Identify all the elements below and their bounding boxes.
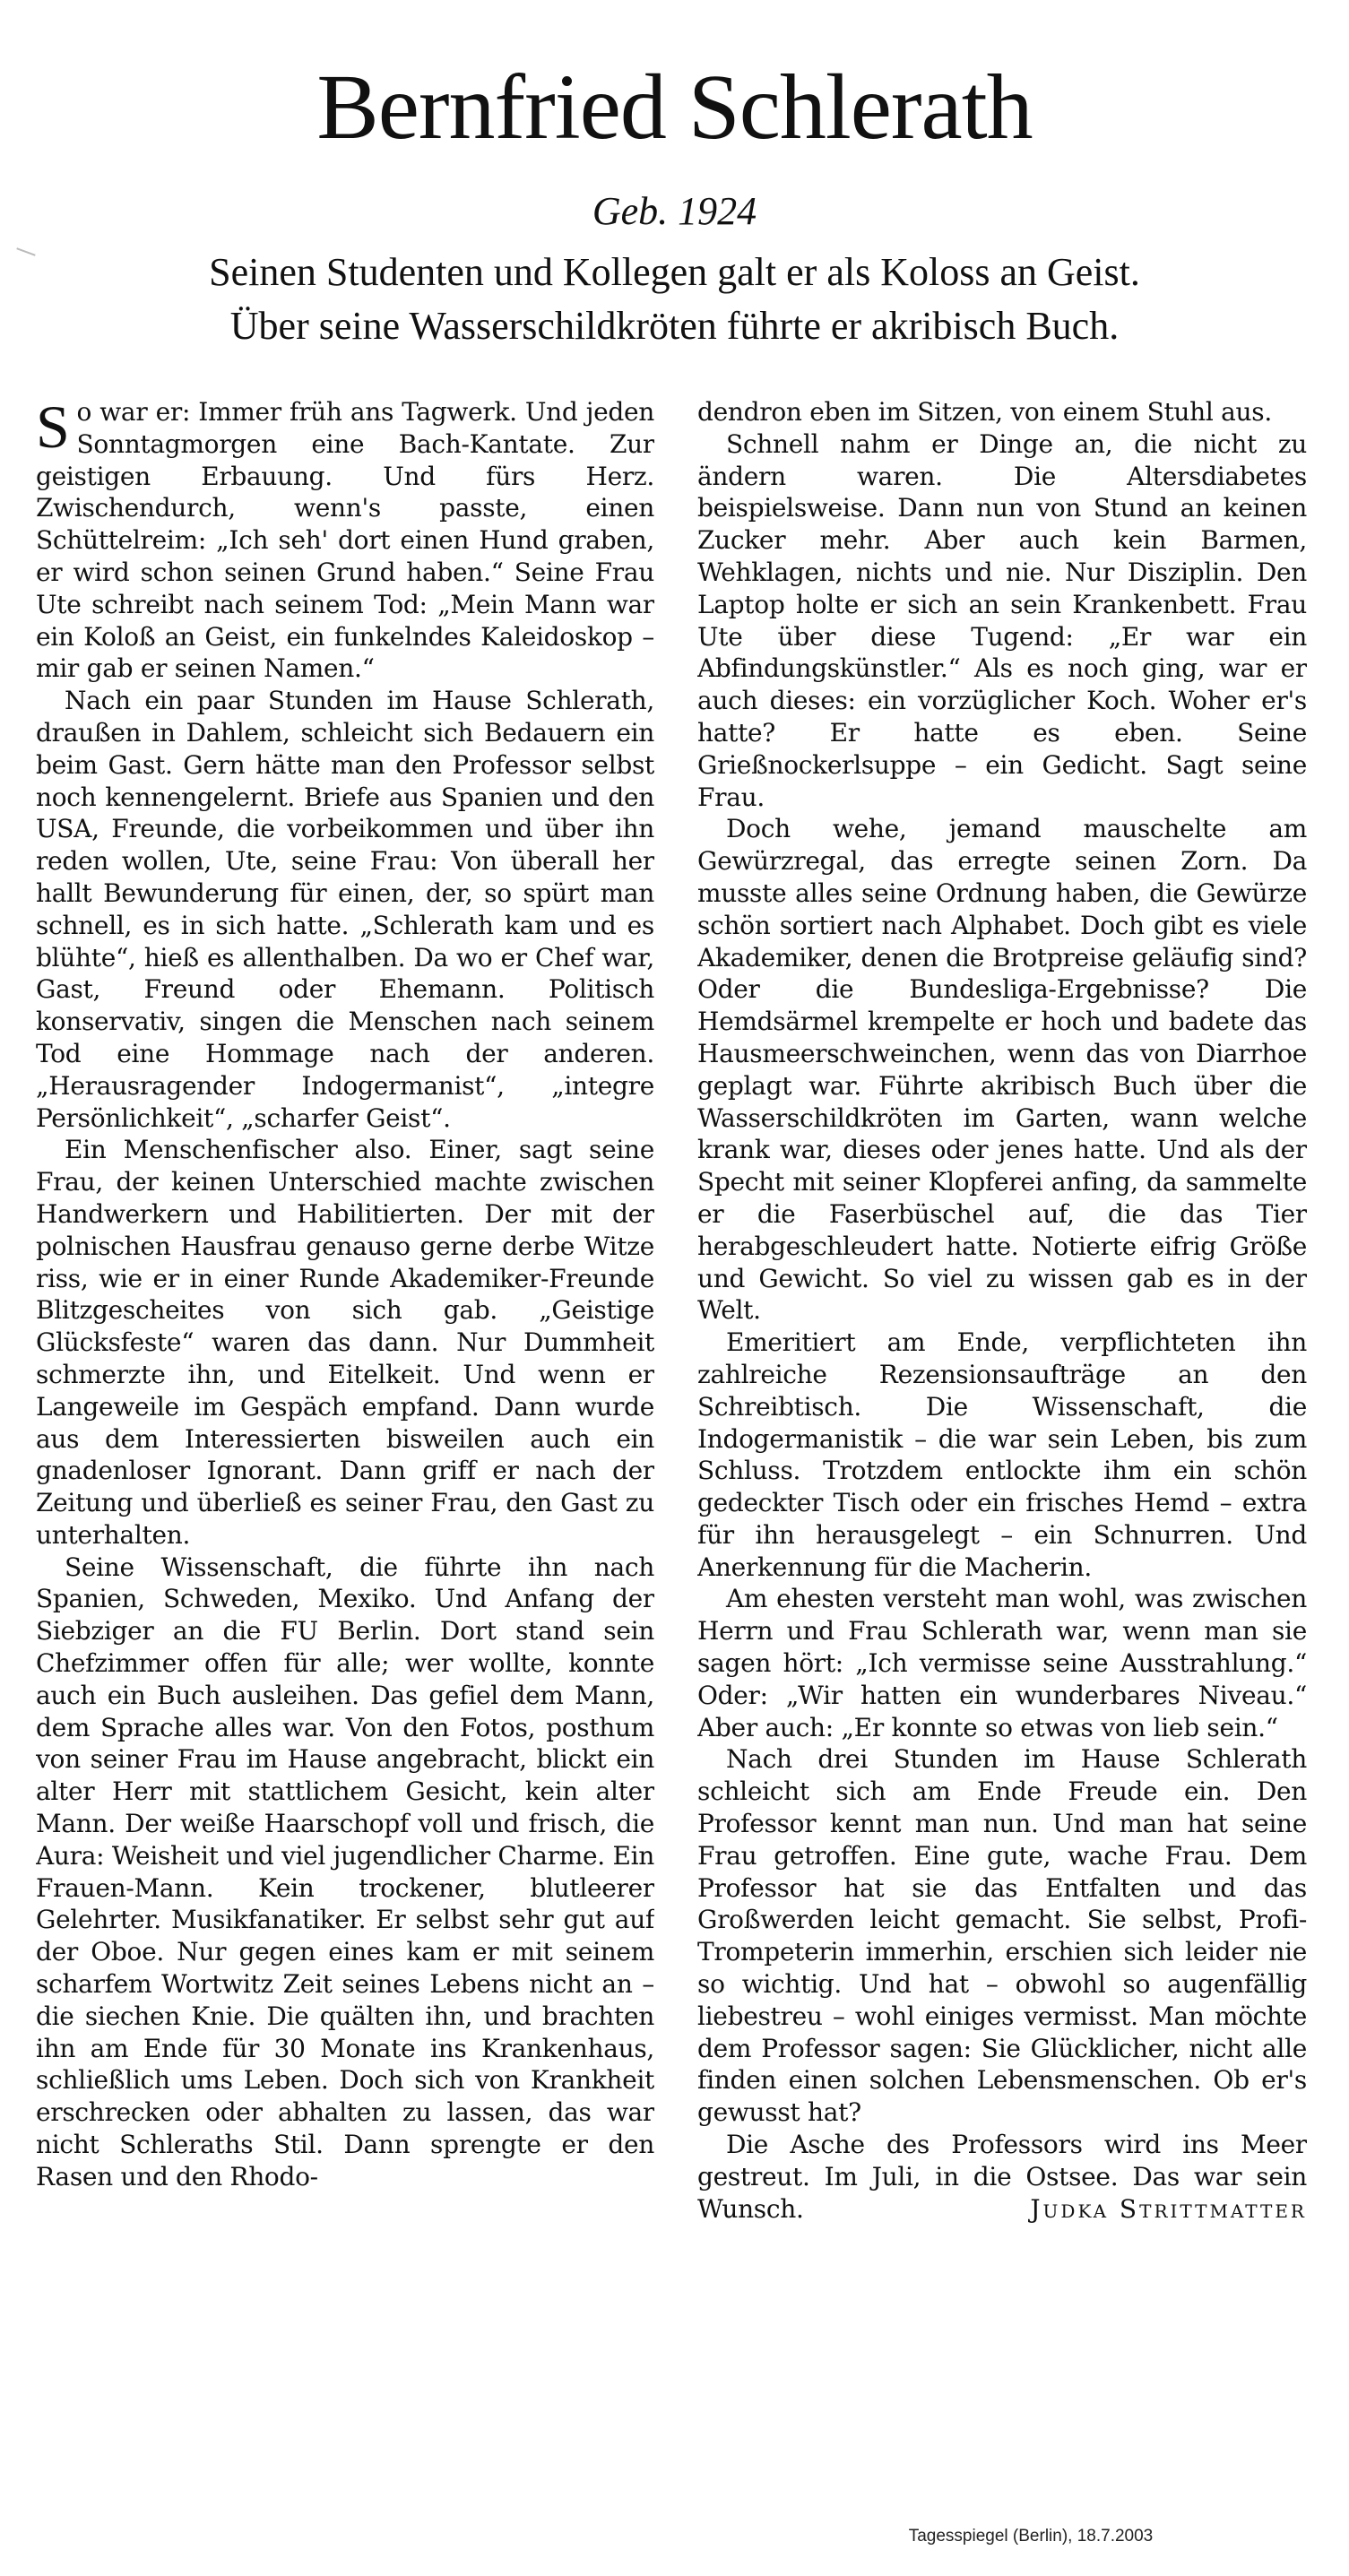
- paragraph: Am ehesten versteht man wohl, was zwischen Herrn und Frau Schlerath war, wenn man sie sagen hört: „Ich vermisse seine Ausstrahlung.“ Oder: „Wir hatten ein wunderbares Niveau.“ Aber auch: „Er konnte so etwas von lieb sein.“: [697, 1584, 1307, 1742]
- paragraph: Emeritiert am Ende, verpflichteten ihn zahlreiche Rezensionsaufträge an den Schreibtisch. Die Wissenschaft, die Indogermanistik – die war sein Leben, bis zum Schluss. Trotzdem entlockte ihm ein schön gedeckter Tisch oder ein frisches Hemd – extra für ihn herausgelegt – ein Schnurren. Und Anerkennung für die Macherin.: [697, 1327, 1307, 1582]
- article-column-left: [36, 396, 654, 2388]
- article-title: Bernfried Schlerath: [316, 56, 1033, 159]
- subtitle-line-2: Über seine Wasserschildkröten führte er akribisch Buch.: [229, 304, 1120, 348]
- paragraph: dendron eben im Sitzen, von einem Stuhl aus.: [697, 397, 1272, 427]
- paragraph: Schnell nahm er Dinge an, die nicht zu ändern waren. Die Altersdiabetes beispielsweise. Dann nun von Stund an keinen Zucker mehr. Aber auch kein Barmen, Wehklagen, nichts und nie. Nur Disziplin. Den Laptop holte er sich an sein Krankenbett. Frau Ute über diese Tugend: „Er war ein Abfindungskünstler.“ Als es noch ging, war er auch dieses: ein vorzüglicher Koch. Woher er's hatte? Er hatte es eben. Seine Grießnockerlsuppe – ein Gedicht. Sagt seine Frau.: [697, 428, 1307, 812]
- article-subtitle: [0, 246, 1349, 353]
- source-citation: Tagesspiegel (Berlin), 18.7.2003: [908, 2527, 1154, 2546]
- paragraph: Ein Menschenfischer also. Einer, sagt seine Frau, der keinen Unterschied machte zwischen Handwerkern und Habilitierten. Der mit der polnischen Hausfrau genauso gerne derbe Witze riss, wie er in einer Runde Akademiker-Freunde Blitzgescheites von sich gab. „Geistige Glücksfeste“ waren das dann. Nur Dummheit schmerzte ihn, und Eitelkeit. Und wenn er Langeweile im Gespäch empfand. Dann wurde aus dem Interessierten bisweilen auch ein gnadenloser Ignorant. Dann griff er nach der Zeitung und überließ es seiner Frau, den Gast zu unterhalten.: [36, 1135, 654, 1550]
- paragraph: Nach ein paar Stunden im Hause Schlerath, draußen in Dahlem, schleicht sich Bedauern ein beim Gast. Gern hätte man den Professor selbst noch kennengelernt. Briefe aus Spanien und den USA, Freunde, die vorbeikommen und über ihn reden wollen, Ute, seine Frau: Von überall her hallt Bewunderung für einen, der, so spürt man schnell, es in sich hatte. „Schlerath kam und es blühte“, hieß es allenthalben. Da wo er Chef war, Gast, Freund oder Ehemann. Politisch konservativ, singen die Menschen nach seinem Tod eine Hommage nach der anderen. „Herausragender Indogermanist“, „integre Persönlichkeit“, „scharfer Geist“.: [36, 686, 654, 1133]
- paragraph: Die Asche des Professors wird ins Meer gestreut. Im Juli, in die Ostsee. Das war sein Wunsch. Judka Strittmatter: [697, 2130, 1307, 2224]
- subtitle-line-1: Seinen Studenten und Kollegen galt er als Koloss an Geist.: [209, 250, 1140, 294]
- birth-year: Geb. 1924: [592, 189, 757, 233]
- paragraph: So war er: Immer früh ans Tagwerk. Und jeden Sonntagmorgen eine Bach-Kantate. Zur geistigen Erbauung. Und fürs Herz. Zwischendurch, wenn's passte, einen Schüttelreim: „Ich seh' dort einen Hund graben, er wird schon seinen Grund haben.“ Seine Frau Ute schreibt nach seinem Tod: „Mein Mann war ein Koloß an Geist, ein funkelndes Kaleidoskop – mir gab er seinen Namen.“: [36, 396, 654, 684]
- author-byline: Judka Strittmatter: [1030, 2193, 1307, 2224]
- article-column-right: [697, 396, 1307, 2388]
- drop-cap: S: [36, 396, 70, 461]
- paragraph: Seine Wissenschaft, die führte ihn nach Spanien, Schweden, Mexiko. Und Anfang der Siebziger an die FU Berlin. Dort stand sein Chefzimmer offen für alle; wer wollte, konnte auch ein Buch ausleihen. Das gefiel dem Mann, dem Sprache alles war. Von den Fotos, posthum von seiner Frau im Hause angebracht, blickt ein alter Herr mit stattlichem Gesicht, kein alter Mann. Der weiße Haarschopf voll und frisch, die Aura: Weisheit und viel jugendlicher Charme. Ein Frauen-Mann. Kein trockener, blutleerer Gelehrter. Musikfanatiker. Er selbst sehr gut auf der Oboe. Nur gegen eines kam er mit seinem scharfem Wortwitz Zeit seines Lebens nicht an – die siechen Knie. Die quälten ihn, und brachten ihn am Ende für 30 Monate ins Krankenhaus, schließlich ums Leben. Doch sich von Krankheit erschrecken oder abhalten zu lassen, das war nicht Schleraths Stil. Dann sprengte er den Rasen und den Rhodo-: [36, 1552, 654, 2191]
- paragraph: Nach drei Stunden im Hause Schlerath schleicht sich am Ende Freude ein. Den Professor kennt man nun. Und man hat seine Frau getroffen. Eine gute, wache Frau. Dem Professor hat sie das Entfalten und das Großwerden leicht gemacht. Sie selbst, Profi-Trompeterin immerhin, erschien sich leider nie so wichtig. Und hat – obwohl so augenfällig liebestreu – wohl einiges vermisst. Man möchte dem Professor sagen: Sie Glücklicher, nicht alle finden einen solchen Lebensmenschen. Ob er's gewusst hat?: [697, 1744, 1307, 2128]
- paragraph: Doch wehe, jemand mauschelte am Gewürzregal, das erregte seinen Zorn. Da musste alles seine Ordnung haben, die Gewürze schön sortiert nach Alphabet. Doch gibt es viele Akademiker, denen die Brotpreise geläufig sind? Oder die Bundesliga-Ergebnisse? Die Hemdsärmel krempelte er hoch und badete das Hausmeerschweinchen, wenn das von Diarrhoe geplagt war. Führte akribisch Buch über die Wasserschildkröten im Garten, wann welche krank war, dieses oder jenes hatte. Und als der Specht mit seiner Klopferei anfing, da sammelte er die Faserbüschel auf, die das Tier herabgeschleudert hatte. Notierte eifrig Größe und Gewicht. So viel zu wissen gab es in der Welt.: [697, 814, 1307, 1326]
